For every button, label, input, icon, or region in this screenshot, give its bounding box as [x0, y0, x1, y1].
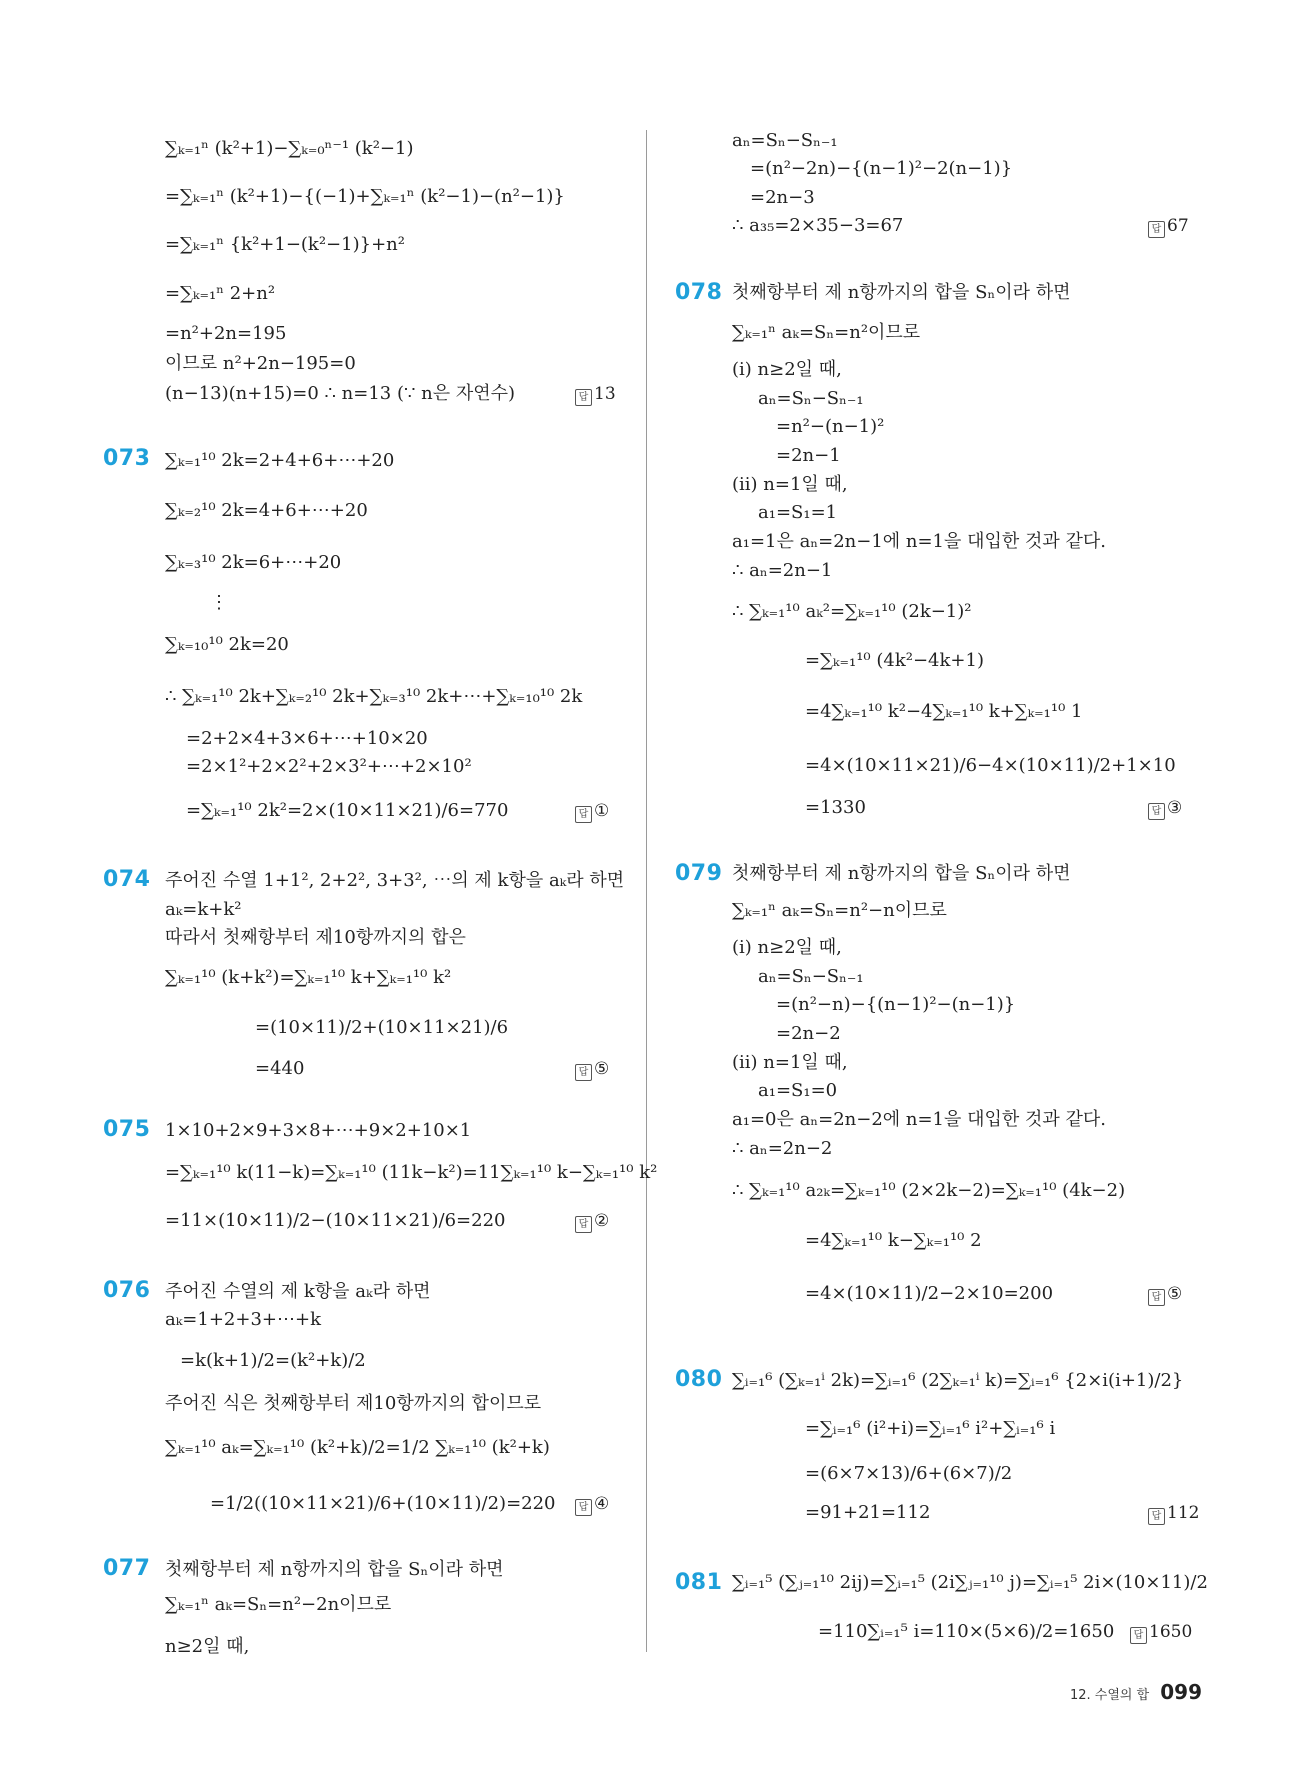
answer-value: ⑤ — [594, 1059, 610, 1079]
problem-number: 080 — [675, 1367, 723, 1392]
solution-line: =∑ₖ₌₁¹⁰ (4k²−4k+1) — [805, 650, 984, 671]
solution-line: aₖ=k+k² — [165, 899, 242, 920]
answer-box-icon — [575, 1216, 592, 1233]
answer-label — [575, 1058, 609, 1081]
problem-number: 076 — [103, 1278, 151, 1303]
answer-value: ③ — [1167, 798, 1183, 818]
answer-value: ① — [594, 801, 610, 821]
solution-line: (ⅱ) n=1일 때, — [732, 1052, 848, 1073]
solution-line: a₁=1은 aₙ=2n−1에 n=1을 대입한 것과 같다. — [732, 531, 1106, 552]
problem-number: 073 — [103, 446, 151, 471]
answer-label — [1148, 797, 1182, 820]
solution-line: ∑ₖ₌₁ⁿ aₖ=Sₙ=n²−n이므로 — [732, 900, 947, 921]
solution-line: a₁=S₁=1 — [758, 502, 838, 523]
solution-line: 주어진 식은 첫째항부터 제10항까지의 합이므로 — [165, 1393, 542, 1414]
solution-line: ∑ₖ₌₁¹⁰ aₖ=∑ₖ₌₁¹⁰ (k²+k)/2=1/2 ∑ₖ₌₁¹⁰ (k²+k) — [165, 1437, 550, 1458]
solution-line: aₙ=Sₙ−Sₙ₋₁ — [758, 966, 864, 987]
solution-line: ∴ ∑ₖ₌₁¹⁰ aₖ²=∑ₖ₌₁¹⁰ (2k−1)² — [732, 601, 972, 622]
answer-value: 1650 — [1149, 1622, 1193, 1642]
solution-line: ∑ₖ₌₃¹⁰ 2k=6+⋯+20 — [165, 552, 342, 573]
answer-value: ② — [594, 1211, 610, 1231]
answer-label — [1130, 1621, 1192, 1644]
solution-line: 주어진 수열 1+1², 2+2², 3+3², ⋯의 제 k항을 aₖ라 하면 — [165, 870, 625, 891]
solution-line: (ⅰ) n≥2일 때, — [732, 937, 842, 958]
solution-line: n≥2일 때, — [165, 1636, 250, 1657]
answer-value: 112 — [1167, 1503, 1200, 1523]
solution-line: =4×(10×11)/2−2×10=200 — [805, 1283, 1054, 1304]
solution-line: ∑ₖ₌₁₀¹⁰ 2k=20 — [165, 634, 289, 655]
solution-line: ∑ₖ₌₁¹⁰ 2k=2+4+6+⋯+20 — [165, 450, 395, 471]
solution-line: =2×1²+2×2²+2×3²+⋯+2×10² — [186, 756, 472, 777]
solution-line: ∑ᵢ₌₁⁶ (∑ₖ₌₁ⁱ 2k)=∑ᵢ₌₁⁶ (2∑ₖ₌₁ⁱ k)=∑ᵢ₌₁⁶ {2×i(i+1)/2} — [732, 1370, 1184, 1391]
answer-box-icon — [1130, 1627, 1147, 1644]
answer-label — [1148, 1283, 1182, 1306]
answer-label — [575, 1210, 609, 1233]
solution-line: (ⅱ) n=1일 때, — [732, 474, 848, 495]
solution-line: a₁=0은 aₙ=2n−2에 n=1을 대입한 것과 같다. — [732, 1109, 1106, 1130]
solution-line: ∴ ∑ₖ₌₁¹⁰ 2k+∑ₖ₌₂¹⁰ 2k+∑ₖ₌₃¹⁰ 2k+⋯+∑ₖ₌₁₀¹⁰ 2k — [165, 686, 583, 707]
problem-number: 077 — [103, 1556, 151, 1581]
solution-line: =2n−2 — [776, 1023, 841, 1044]
solution-line: =1/2((10×11×21)/6+(10×11)/2)=220 — [210, 1493, 556, 1514]
solution-line: 첫째항부터 제 n항까지의 합을 Sₙ이라 하면 — [165, 1559, 504, 1580]
solution-line: ∴ aₙ=2n−2 — [732, 1138, 833, 1159]
solution-line: =(6×7×13)/6+(6×7)/2 — [805, 1463, 1013, 1484]
solution-line: =∑ₖ₌₁ⁿ {k²+1−(k²−1)}+n² — [165, 234, 405, 255]
answer-value: ④ — [594, 1494, 610, 1514]
answer-box-icon — [1148, 803, 1165, 820]
solution-line: =∑ₖ₌₁ⁿ 2+n² — [165, 283, 276, 304]
solution-line: ∑ₖ₌₁ⁿ aₖ=Sₙ=n²−2n이므로 — [165, 1594, 392, 1615]
answer-box-icon — [575, 806, 592, 823]
solution-line: =2n−1 — [776, 445, 841, 466]
solution-line: 따라서 첫째항부터 제10항까지의 합은 — [165, 927, 466, 948]
solution-line: (n−13)(n+15)=0 ∴ n=13 (∵ n은 자연수) — [165, 383, 516, 404]
problem-number: 079 — [675, 861, 723, 886]
answer-box-icon — [575, 1499, 592, 1516]
column-divider — [646, 130, 647, 1652]
problem-number: 075 — [103, 1117, 151, 1142]
chapter-label: 12. 수열의 합 — [1070, 1688, 1150, 1703]
answer-label — [1148, 215, 1189, 238]
solution-line: ∑ₖ₌₁¹⁰ (k+k²)=∑ₖ₌₁¹⁰ k+∑ₖ₌₁¹⁰ k² — [165, 967, 452, 988]
solution-line: =n²+2n=195 — [165, 323, 287, 344]
solution-line: ⋮ — [210, 592, 228, 613]
answer-box-icon — [1148, 221, 1165, 238]
solution-line: ∑ₖ₌₁ⁿ (k²+1)−∑ₖ₌₀ⁿ⁻¹ (k²−1) — [165, 138, 414, 159]
solution-line: ∴ ∑ₖ₌₁¹⁰ a₂ₖ=∑ₖ₌₁¹⁰ (2×2k−2)=∑ₖ₌₁¹⁰ (4k−2) — [732, 1180, 1126, 1201]
solution-line: =4∑ₖ₌₁¹⁰ k²−4∑ₖ₌₁¹⁰ k+∑ₖ₌₁¹⁰ 1 — [805, 701, 1083, 722]
solution-line: =∑ₖ₌₁ⁿ (k²+1)−{(−1)+∑ₖ₌₁ⁿ (k²−1)−(n²−1)} — [165, 186, 565, 207]
solution-line: =(n²−2n)−{(n−1)²−2(n−1)} — [750, 158, 1013, 179]
solution-line: 첫째항부터 제 n항까지의 합을 Sₙ이라 하면 — [732, 282, 1071, 303]
solution-line: =(n²−n)−{(n−1)²−(n−1)} — [776, 994, 1016, 1015]
solution-line: a₁=S₁=0 — [758, 1080, 838, 1101]
answer-value: ⑤ — [1167, 1284, 1183, 1304]
answer-box-icon — [575, 389, 592, 406]
solution-line: =2+2×4+3×6+⋯+10×20 — [186, 728, 428, 749]
solution-line: ∴ aₙ=2n−1 — [732, 560, 833, 581]
solution-line: =91+21=112 — [805, 1502, 931, 1523]
solution-line: ∑ₖ₌₁ⁿ aₖ=Sₙ=n²이므로 — [732, 322, 921, 343]
solution-line: =1330 — [805, 797, 866, 818]
answer-value: 13 — [594, 384, 616, 404]
page-footer — [1070, 1680, 1202, 1704]
page-number: 099 — [1160, 1680, 1203, 1704]
solution-line: =11×(10×11)/2−(10×11×21)/6=220 — [165, 1210, 506, 1231]
solution-line: =∑ₖ₌₁¹⁰ k(11−k)=∑ₖ₌₁¹⁰ (11k−k²)=11∑ₖ₌₁¹⁰ k−∑ₖ₌₁¹⁰ k² — [165, 1162, 658, 1183]
answer-box-icon — [1148, 1508, 1165, 1525]
solution-line: =k(k+1)/2=(k²+k)/2 — [180, 1350, 366, 1371]
solution-line: (ⅰ) n≥2일 때, — [732, 359, 842, 380]
solution-line: aₙ=Sₙ−Sₙ₋₁ — [732, 130, 838, 151]
solution-line: =4∑ₖ₌₁¹⁰ k−∑ₖ₌₁¹⁰ 2 — [805, 1230, 982, 1251]
answer-label — [575, 383, 616, 406]
solution-line: ∴ a₃₅=2×35−3=67 — [732, 215, 904, 236]
solution-line: 첫째항부터 제 n항까지의 합을 Sₙ이라 하면 — [732, 863, 1071, 884]
solution-line: =∑ᵢ₌₁⁶ (i²+i)=∑ᵢ₌₁⁶ i²+∑ᵢ₌₁⁶ i — [805, 1418, 1056, 1439]
solution-line: aₖ=1+2+3+⋯+k — [165, 1309, 321, 1330]
solution-line: =(10×11)/2+(10×11×21)/6 — [255, 1017, 509, 1038]
solution-line: =2n−3 — [750, 187, 815, 208]
solution-line: ∑ᵢ₌₁⁵ (∑ⱼ₌₁¹⁰ 2ij)=∑ᵢ₌₁⁵ (2i∑ⱼ₌₁¹⁰ j)=∑ᵢ₌₁⁵ 2i×(10×11)/2 — [732, 1572, 1208, 1593]
answer-box-icon — [1148, 1289, 1165, 1306]
answer-label — [575, 800, 609, 823]
solution-line: 1×10+2×9+3×8+⋯+9×2+10×1 — [165, 1120, 472, 1141]
solution-line: aₙ=Sₙ−Sₙ₋₁ — [758, 388, 864, 409]
solution-line: =n²−(n−1)² — [776, 416, 885, 437]
solution-line: =4×(10×11×21)/6−4×(10×11)/2+1×10 — [805, 755, 1176, 776]
answer-label — [575, 1493, 609, 1516]
solution-line: =∑ₖ₌₁¹⁰ 2k²=2×(10×11×21)/6=770 — [186, 800, 509, 821]
solution-line: ∑ₖ₌₂¹⁰ 2k=4+6+⋯+20 — [165, 500, 368, 521]
solution-line: 이므로 n²+2n−195=0 — [165, 353, 356, 374]
solution-line: =110∑ᵢ₌₁⁵ i=110×(5×6)/2=1650 — [818, 1621, 1115, 1642]
solution-line: =440 — [255, 1058, 305, 1079]
answer-label — [1148, 1502, 1199, 1525]
answer-value: 67 — [1167, 216, 1189, 236]
problem-number: 078 — [675, 280, 723, 305]
problem-number: 074 — [103, 867, 151, 892]
answer-box-icon — [575, 1064, 592, 1081]
solution-line: 주어진 수열의 제 k항을 aₖ라 하면 — [165, 1281, 431, 1302]
problem-number: 081 — [675, 1570, 723, 1595]
